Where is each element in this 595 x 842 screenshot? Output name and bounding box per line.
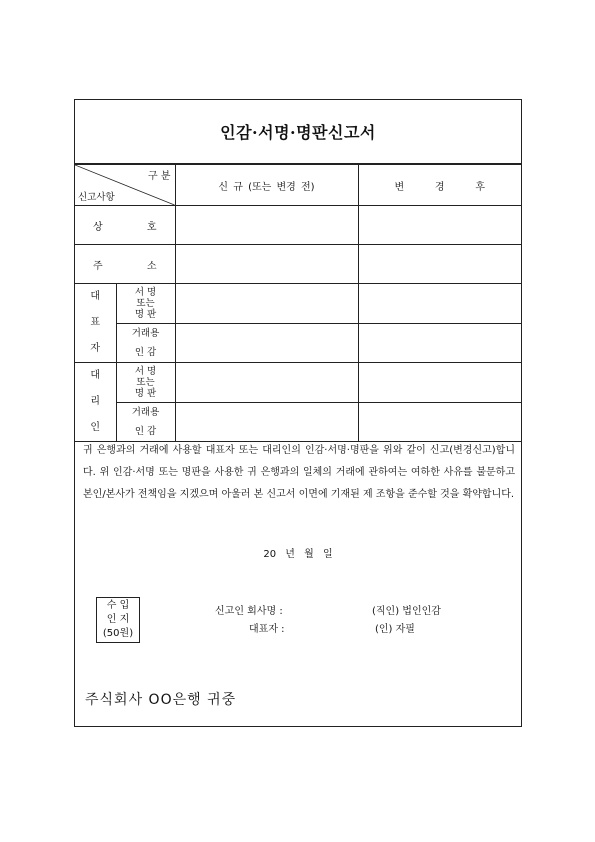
address-changed-input[interactable] xyxy=(358,245,521,284)
rep-signature-label: 서 명 또는 명 판 xyxy=(116,284,175,324)
application-form xyxy=(74,99,522,727)
agent-label: 대 리 인 xyxy=(75,363,116,442)
company-new-input[interactable] xyxy=(175,206,358,245)
address-new-input[interactable] xyxy=(175,245,358,284)
revenue-stamp-box: 수 입 인 지 (50원) xyxy=(96,597,140,643)
rep-seal-changed-input[interactable] xyxy=(358,323,521,363)
agent-seal-label: 거래용 인 감 xyxy=(116,402,175,442)
company-name-label: 신고인 회사명 : xyxy=(215,606,283,617)
rep-signature-changed-input[interactable] xyxy=(358,284,521,324)
company-changed-input[interactable] xyxy=(358,206,521,245)
seal-registration-table xyxy=(75,164,521,442)
company-name-label: 상 호 xyxy=(75,206,175,245)
declaration-text: 귀 은행과의 거래에 사용할 대표자 또는 대리인의 인감·서명·명판을 위와 같이 신고(변경신고)합니다. 위 인감·서명 또는 명판을 사용한 귀 은행과의 일체의 거래에 관하여는 여하한 사유를 불문하고 본인/본사가 전책임을 지겠으며 아울러 본 신고서 이면에 기재된 제 조항을 준수할 것을 확약합니다. xyxy=(83,445,515,500)
agent-signature-new-input[interactable] xyxy=(175,363,358,403)
representative-seal-field[interactable]: (인) 자필 xyxy=(375,624,415,635)
column-new-header: 신 규 (또는 변경 전) xyxy=(175,165,358,206)
agent-signature-changed-input[interactable] xyxy=(358,363,521,403)
company-seal-field[interactable]: (직인) 법인인감 xyxy=(372,606,441,617)
report-item-label: 신고사항 xyxy=(78,192,115,203)
representative-label: 대 표 자 xyxy=(75,284,116,363)
agent-seal-changed-input[interactable] xyxy=(358,402,521,442)
diagonal-header-cell xyxy=(75,165,175,206)
rep-seal-label: 거래용 인 감 xyxy=(116,323,175,363)
agent-seal-new-input[interactable] xyxy=(175,402,358,442)
rep-signature-new-input[interactable] xyxy=(175,284,358,324)
addressee: 주식회사 OO은행 귀중 xyxy=(85,692,237,708)
column-after-change-header: 변 경 후 xyxy=(358,165,521,206)
address-label: 주 소 xyxy=(75,245,175,284)
rep-seal-new-input[interactable] xyxy=(175,323,358,363)
agent-signature-label: 서 명 또는 명 판 xyxy=(116,363,175,403)
date-line: 20 년 월 일 xyxy=(263,549,333,560)
form-title: 인감·서명·명판신고서 xyxy=(75,100,521,164)
representative-label: 대표자 : xyxy=(249,624,285,635)
category-label: 구 분 xyxy=(148,171,171,182)
